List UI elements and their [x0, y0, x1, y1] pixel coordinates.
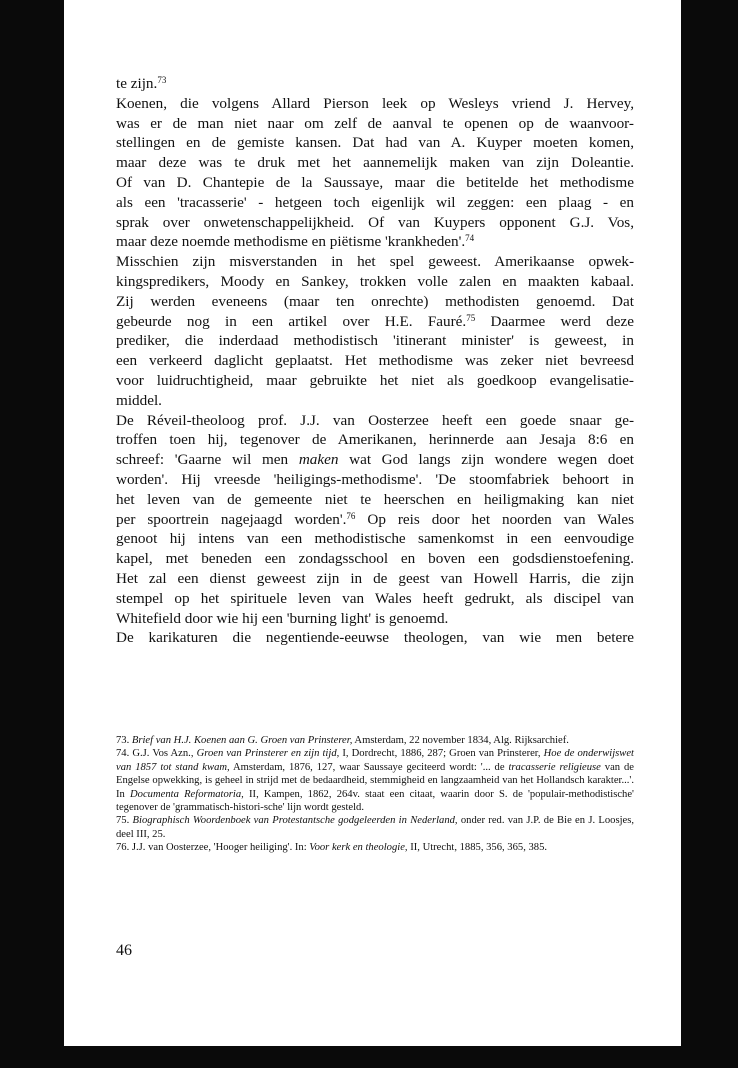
footnote-73: 73. Brief van H.J. Koenen aan G. Groen van Prinsterer, Amsterdam, 22 november 1834, Alg. Rijksarchief.: [116, 735, 569, 746]
page-number: 46: [116, 942, 132, 959]
body-text: [116, 74, 634, 648]
text-line: Het zal een dienst geweest zijn in de geest van Howell Harris, die zijn: [116, 569, 634, 587]
text-line: was er de man niet naar om zelf de aanval te openen op de waanvoor-: [116, 114, 634, 132]
text-line: kapel, met beneden een zondagsschool en boven een godsdienstoefening.: [116, 550, 634, 568]
scan-border-bottom: [0, 1046, 738, 1068]
text-line: De Réveil-theoloog prof. J.J. van Oosterzee heeft een goede snaar ge-: [116, 411, 634, 429]
text-line: genoot hij intens van een methodistische samenkomst in een eenvoudige: [116, 530, 634, 548]
text-line: maar deze noemde methodisme en piëtisme 'krankheden'.$^{74}$: [116, 233, 475, 251]
scan-border-left: [0, 0, 64, 1068]
text-line: voor luidruchtigheid, maar gebruikte het niet als goedkoop evangelisatie-: [116, 371, 634, 389]
text-line: stellingen en de gemiste kansen. Dat had van A. Kuyper moeten komen,: [116, 134, 634, 152]
text-line: schreef: 'Gaarne wil men maken wat God langs zijn wondere wegen doet: [116, 451, 634, 469]
text-line: worden'. Hij vreesde 'heiligings-methodisme'. 'De stoomfabriek behoort in: [116, 470, 634, 488]
text-line: Koenen, die volgens Allard Pierson leek op Wesleys vriend J. Hervey,: [116, 94, 634, 112]
text-line: per spoortrein nagejaagd worden'.$^{76}$ Op reis door het noorden van Wales: [116, 510, 634, 528]
footnote-74: 74. G.J. Vos Azn., Groen van Prinsterer en zijn tijd, I, Dordrecht, 1886, 287; Groen van Prinsterer, Hoe de onderwijswet van 1857 tot stand kwam, Amsterdam, 1876, 127, waar Saussaye geciteerd wordt: '... de tracasserie religieuse van de Engelse opwekking, is geheel in strijd met de bedaardheid, stemmigheid en langzaamheid van het Hollandsch karakter...'. In Documenta Reformatoria, II, Kampen, 1862, 264v. staat een citaat, waarin door S. de 'populair-methodistische' tegenover de 'grammatisch-histori-sche' lijn wordt gesteld.: [116, 748, 635, 814]
text-line: stempel op het spirituele leven van Wales heeft gedrukt, als discipel van: [116, 589, 634, 607]
text-line: gebeurde nog in een artikel over H.E. Fauré.$^{75}$ Daarmee werd deze: [116, 312, 634, 330]
text-line: prediker, die inderdaad methodistisch 'itinerant minister' is geweest, in: [116, 332, 634, 350]
text-line: sprak over onwetenschappelijkheid. Of van Kuypers opponent G.J. Vos,: [116, 213, 634, 231]
text-line: Zij werden eveneens (maar ten onrechte) methodisten genoemd. Dat: [116, 292, 634, 310]
text-line: Whitefield door wie hij een 'burning light' is genoemd.: [116, 609, 449, 627]
text-line: middel.: [116, 391, 162, 409]
text-line: een verkeerd daglicht geplaatst. Het methodisme was zeker niet bevreesd: [116, 352, 634, 370]
text-line: te zijn.$^{73}$: [116, 75, 167, 92]
text-line: als een 'tracasserie' - hetgeen toch eigenlijk wil zeggen: een plaag - en: [116, 193, 634, 211]
scan-border-right: [681, 0, 738, 1068]
text-line: het leven van de gemeente niet te heerschen en heiligmaking kan niet: [116, 490, 634, 508]
footnote-75: 75. Biographisch Woordenboek van Protestantsche godgeleerden in Nederland, onder red. van J.P. de Bie en J. Loosjes, deel III, 25.: [116, 815, 635, 840]
text-line: De karikaturen die negentiende-eeuwse theologen, van wie men betere: [116, 629, 634, 647]
text-line: Of van D. Chantepie de la Saussaye, maar die betitelde het methodisme: [116, 173, 634, 191]
book-page: [64, 0, 681, 1046]
text-line: troffen toen hij, tegenover de Amerikanen, herinnerde aan Jesaja 8:6 en: [116, 431, 634, 449]
text-line: maar deze was te druk met het aannemelijk maken van zijn Doleantie.: [116, 154, 634, 172]
footnote-76: 76. J.J. van Oosterzee, 'Hooger heiliging'. In: Voor kerk en theologie, II, Utrecht, 1885, 356, 365, 385.: [116, 842, 548, 854]
text-line: kingspredikers, Moody en Sankey, trokken volle zalen en maakten kabaal.: [116, 272, 634, 290]
footnotes: [116, 734, 634, 855]
text-line: Misschien zijn misverstanden in het spel geweest. Amerikaanse opwek-: [116, 253, 634, 271]
